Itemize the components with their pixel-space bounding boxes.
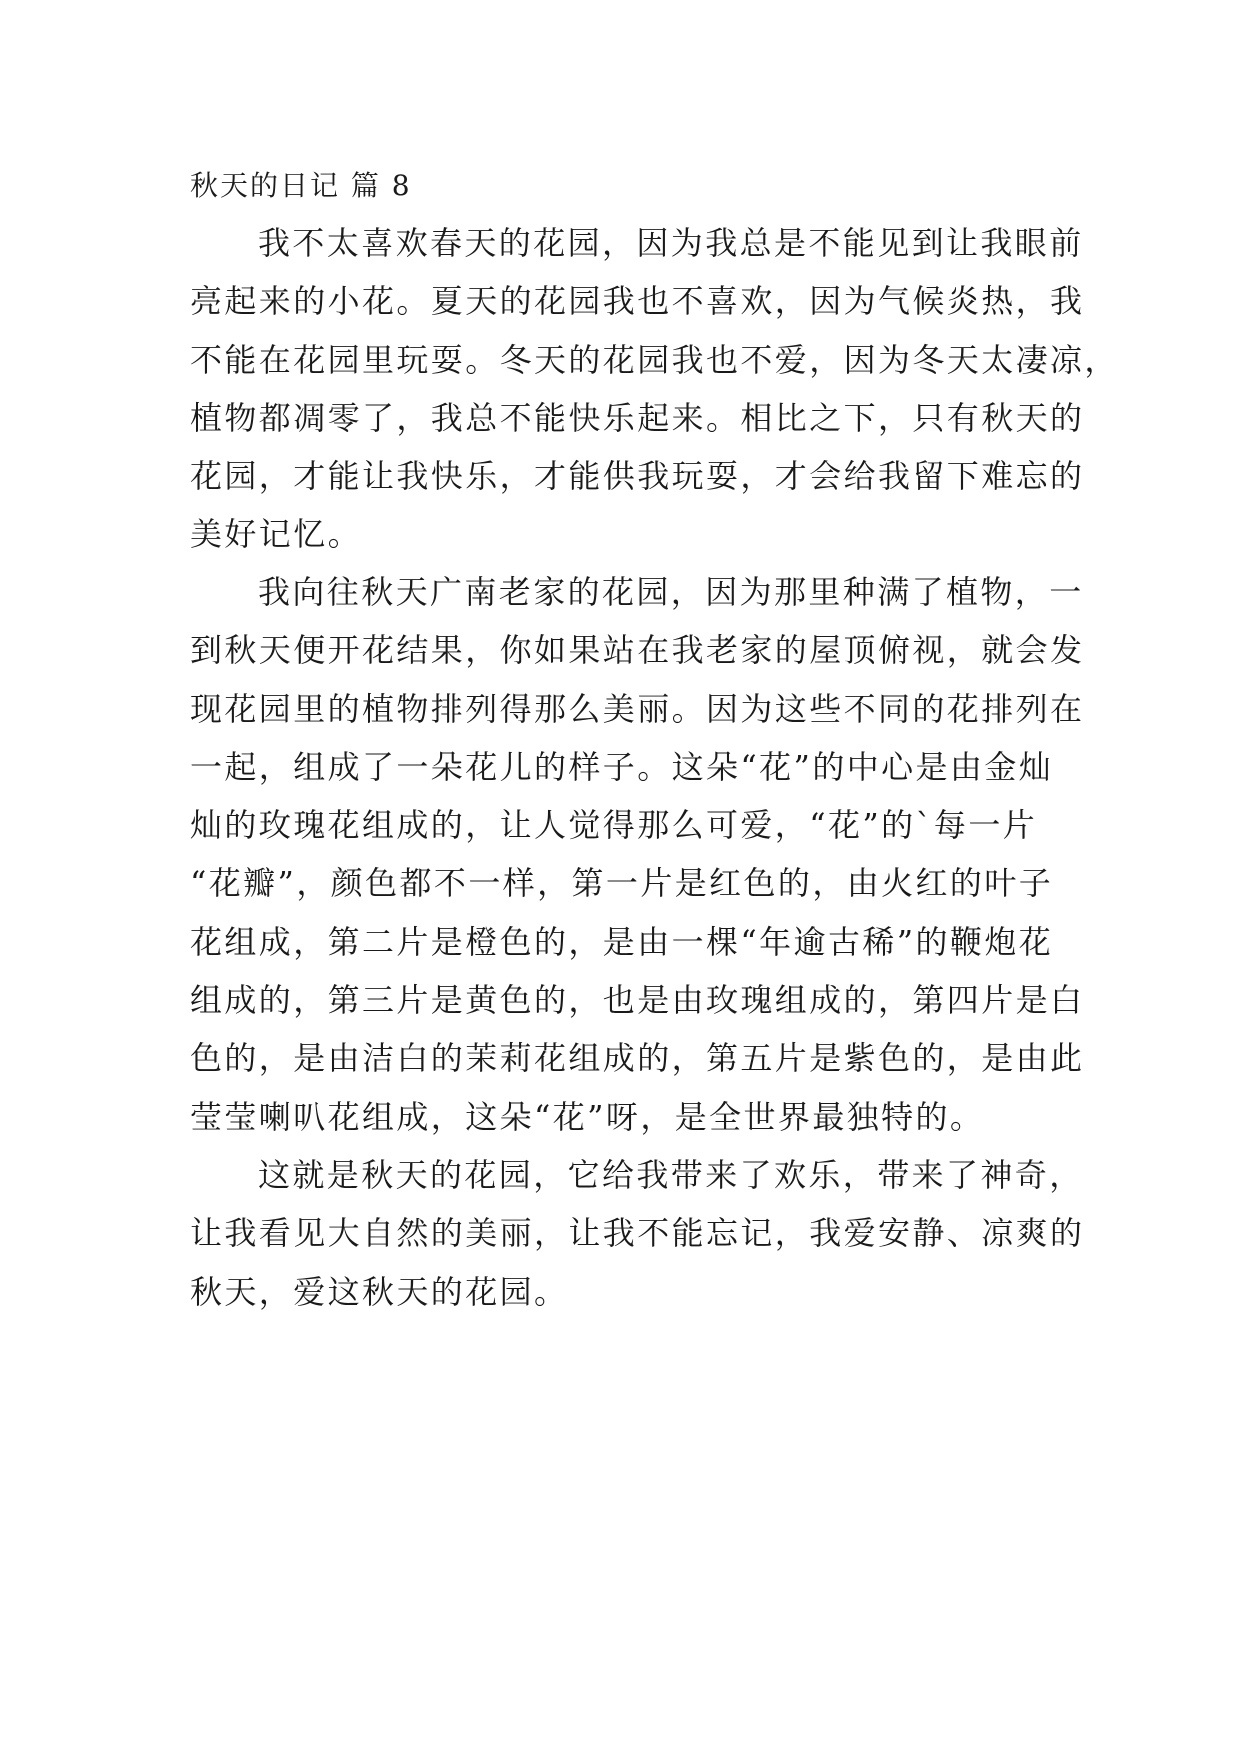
paragraph-line: 花组成，第二片是橙色的，是由一棵“年逾古稀”的鞭炮花 (190, 922, 1054, 961)
paragraph-line: 植物都凋零了，我总不能快乐起来。相比之下，只有秋天的 (190, 398, 1085, 437)
paragraph-line: 色的，是由洁白的茉莉花组成的，第五片是紫色的，是由此 (190, 1039, 1085, 1078)
paragraph-line: 不能在花园里玩耍。冬天的花园我也不爱，因为冬天太凄凉， (190, 340, 1119, 379)
paragraph-line: 莹莹喇叭花组成，这朵“花”呀，是全世界最独特的。 (190, 1097, 985, 1136)
paragraph-line: 一起，组成了一朵花儿的样子。这朵“花”的中心是由金灿 (190, 747, 1054, 786)
paragraph-line: 这就是秋天的花园，它给我带来了欢乐，带来了神奇， (258, 1156, 1084, 1194)
paragraph-line: 秋天，爱这秋天的花园。 (190, 1272, 569, 1311)
paragraph-1 (190, 214, 1119, 564)
document-title: 秋天的日记 篇 8 (190, 169, 412, 202)
paragraph-line: 到秋天便开花结果，你如果站在我老家的屋顶俯视，就会发 (190, 631, 1085, 670)
paragraph-line: 组成的，第三片是黄色的，也是由玫瑰组成的，第四片是白 (190, 981, 1085, 1020)
paragraph-line: 亮起来的小花。夏天的花园我也不喜欢，因为气候炎热，我 (190, 282, 1085, 321)
paragraph-line: 灿的玫瑰花组成的，让人觉得那么可爱，“花”的`每一片 (190, 806, 1038, 845)
paragraph-line: 我向往秋天广南老家的花园，因为那里种满了植物，一 (258, 573, 1084, 611)
paragraph-line: 让我看见大自然的美丽，让我不能忘记，我爱安静、凉爽的 (190, 1214, 1085, 1253)
paragraph-line: 花园，才能让我快乐，才能供我玩耍，才会给我留下难忘的 (190, 457, 1085, 496)
paragraph-line: 现花园里的植物排列得那么美丽。因为这些不同的花排列在 (190, 689, 1085, 728)
paragraph-line: 美好记忆。 (190, 515, 363, 554)
paragraph-line: “花瓣”，颜色都不一样，第一片是红色的，由火红的叶子 (190, 864, 1054, 903)
paragraph-2 (190, 563, 1085, 1146)
paragraph-line: 我不太喜欢春天的花园，因为我总是不能见到让我眼前 (258, 224, 1084, 262)
paragraph-3 (190, 1146, 1085, 1321)
